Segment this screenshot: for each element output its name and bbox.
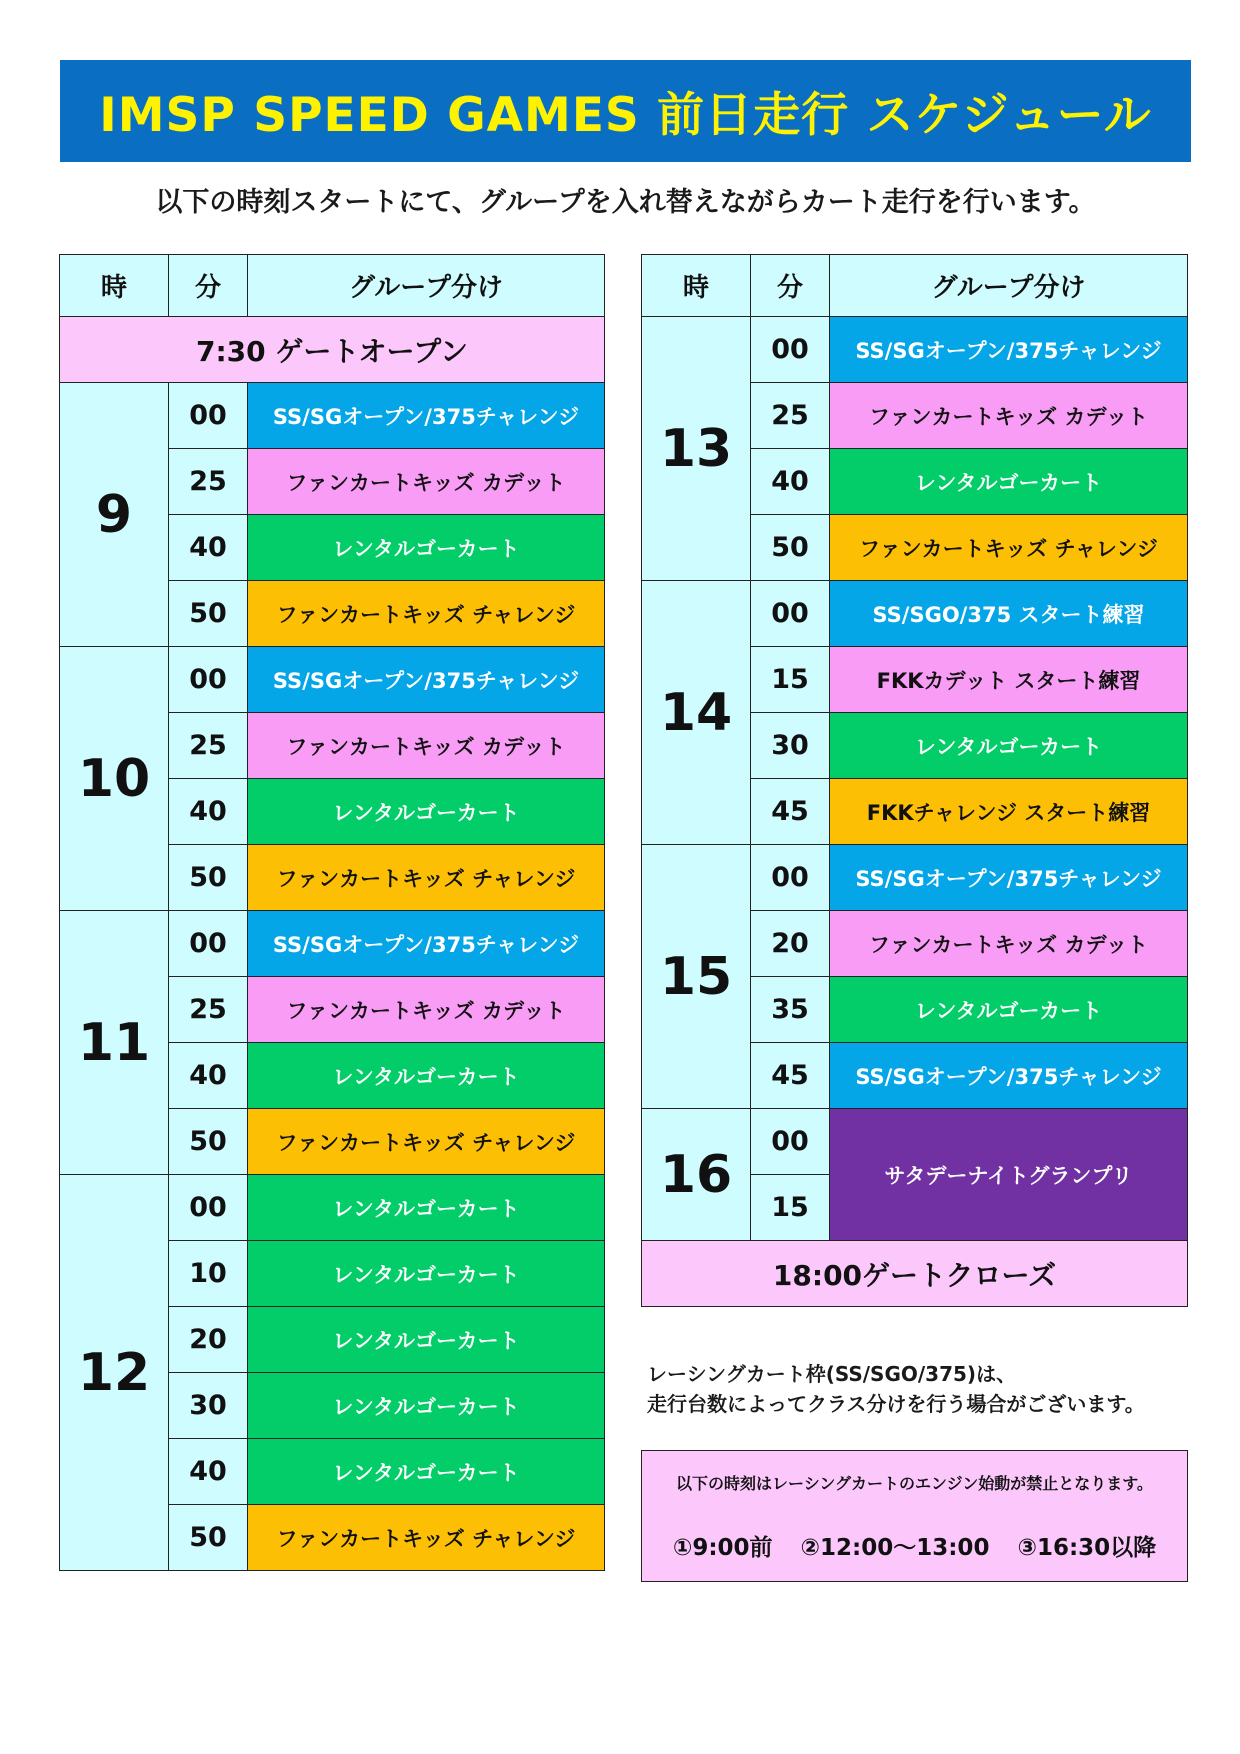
minute-cell: 35 [751,977,830,1043]
header-group: グループ分け [830,255,1188,317]
group-cell: SS/SGO/375 スタート練習 [830,581,1188,647]
minute-cell: 00 [169,911,248,977]
minute-cell: 10 [169,1241,248,1307]
header-minute: 分 [751,255,830,317]
hour-cell: 9 [60,383,169,647]
group-cell: ファンカートキッズ カデット [248,713,605,779]
group-cell: ファンカートキッズ チャレンジ [248,1505,605,1571]
minute-cell: 00 [169,1175,248,1241]
hour-cell: 12 [60,1175,169,1571]
group-cell: ファンカートキッズ チャレンジ [248,581,605,647]
schedule-table-left [59,254,605,1571]
group-cell: SS/SGオープン/375チャレンジ [830,1043,1188,1109]
header-group: グループ分け [248,255,605,317]
minute-cell: 40 [169,1043,248,1109]
schedule-row [60,647,605,713]
group-cell: レンタルゴーカート [248,779,605,845]
header-hour: 時 [642,255,751,317]
minute-cell: 50 [169,845,248,911]
hour-cell: 15 [642,845,751,1109]
note-line-1: レーシングカート枠(SS/SGO/375)は、 [647,1362,1017,1386]
minute-cell: 25 [751,383,830,449]
group-cell: レンタルゴーカート [248,1439,605,1505]
group-cell: レンタルゴーカート [248,515,605,581]
notice-items [642,1529,1187,1562]
schedule-right [641,254,1188,1307]
group-cell: レンタルゴーカート [248,1175,605,1241]
group-cell: ファンカートキッズ カデット [248,449,605,515]
minute-cell: 40 [169,1439,248,1505]
schedule-row [60,383,605,449]
group-cell: ファンカートキッズ チャレンジ [248,845,605,911]
header-minute: 分 [169,255,248,317]
group-cell: ファンカートキッズ カデット [830,911,1188,977]
schedule-row [642,1109,1188,1175]
minute-cell: 25 [169,449,248,515]
hour-cell: 10 [60,647,169,911]
minute-cell: 00 [751,845,830,911]
minute-cell: 15 [751,647,830,713]
minute-cell: 00 [751,581,830,647]
page-subtitle: 以下の時刻スタートにて、グループを入れ替えながらカート走行を行います。 [155,187,1096,218]
minute-cell: 00 [169,383,248,449]
hour-cell: 16 [642,1109,751,1241]
schedule-left [59,254,605,1571]
minute-cell: 00 [751,1109,830,1175]
minute-cell: 50 [169,1505,248,1571]
group-cell: SS/SGオープン/375チャレンジ [830,317,1188,383]
header-row [60,255,605,317]
schedule-row [60,911,605,977]
group-cell: レンタルゴーカート [830,713,1188,779]
schedule-row [60,1175,605,1241]
minute-cell: 40 [751,449,830,515]
hour-cell: 13 [642,317,751,581]
group-cell: ファンカートキッズ カデット [830,383,1188,449]
title-banner [60,60,1191,162]
minute-cell: 25 [169,977,248,1043]
minute-cell: 40 [169,779,248,845]
hour-cell: 14 [642,581,751,845]
note-line-2: 走行台数によってクラス分けを行う場合がございます。 [647,1392,1145,1416]
notice-title: 以下の時刻はレーシングカートのエンジン始動が禁止となります。 [676,1474,1153,1493]
group-cell: SS/SGオープン/375チャレンジ [830,845,1188,911]
group-cell: ファンカートキッズ チャレンジ [248,1109,605,1175]
group-cell: FKKカデット スタート練習 [830,647,1188,713]
racing-class-note [647,1359,1207,1419]
header-hour: 時 [60,255,169,317]
minute-cell: 20 [751,911,830,977]
schedule-row [642,845,1188,911]
header-row [642,255,1188,317]
group-cell: レンタルゴーカート [830,449,1188,515]
minute-cell: 50 [751,515,830,581]
minute-cell: 45 [751,1043,830,1109]
minute-cell: 25 [169,713,248,779]
gate-cell: 7:30 ゲートオープン [60,317,605,383]
hour-cell: 11 [60,911,169,1175]
group-cell: SS/SGオープン/375チャレンジ [248,911,605,977]
group-cell: ファンカートキッズ カデット [248,977,605,1043]
minute-cell: 00 [751,317,830,383]
minute-cell: 00 [169,647,248,713]
schedule-table-right [641,254,1188,1307]
group-cell: レンタルゴーカート [248,1307,605,1373]
group-cell: レンタルゴーカート [248,1373,605,1439]
minute-cell: 45 [751,779,830,845]
notice-item: ③16:30以降 [1017,1535,1157,1561]
group-cell: レンタルゴーカート [248,1241,605,1307]
minute-cell: 50 [169,1109,248,1175]
schedule-row [642,581,1188,647]
group-cell: サタデーナイトグランプリ [830,1109,1188,1241]
group-cell: レンタルゴーカート [830,977,1188,1043]
minute-cell: 30 [169,1373,248,1439]
minute-cell: 50 [169,581,248,647]
schedule-row [642,317,1188,383]
gate-row [60,317,605,383]
group-cell: FKKチャレンジ スタート練習 [830,779,1188,845]
minute-cell: 20 [169,1307,248,1373]
group-cell: SS/SGオープン/375チャレンジ [248,647,605,713]
minute-cell: 30 [751,713,830,779]
group-cell: ファンカートキッズ チャレンジ [830,515,1188,581]
page-title: IMSP SPEED GAMES 前日走行 スケジュール [99,87,1152,143]
engine-start-notice [641,1450,1188,1582]
group-cell: SS/SGオープン/375チャレンジ [248,383,605,449]
group-cell: レンタルゴーカート [248,1043,605,1109]
minute-cell: 40 [169,515,248,581]
gate-row [642,1241,1188,1307]
minute-cell: 15 [751,1175,830,1241]
gate-cell: 18:00ゲートクローズ [642,1241,1188,1307]
notice-item: ②12:00～13:00 [800,1535,990,1561]
notice-item: ①9:00前 [672,1535,773,1561]
